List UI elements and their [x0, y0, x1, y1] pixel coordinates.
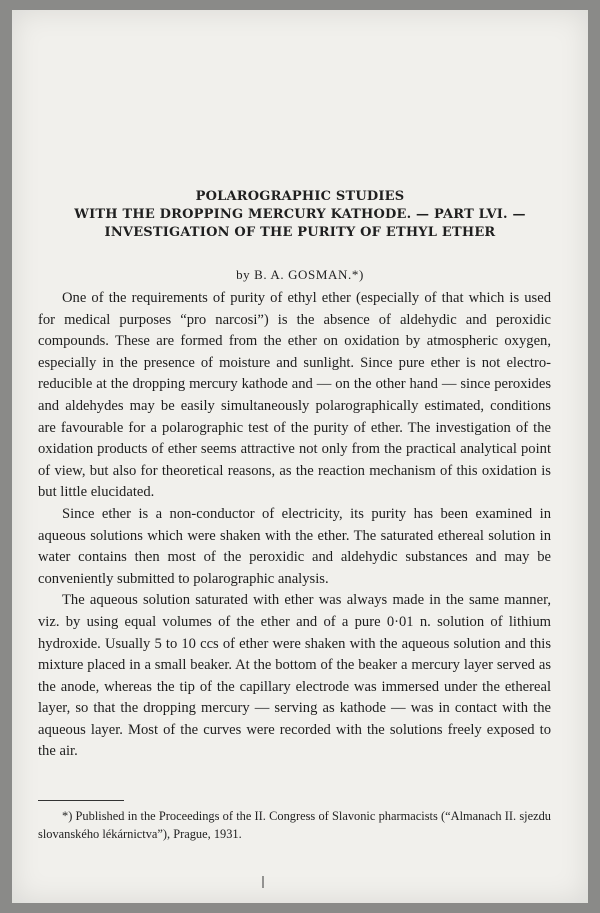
paragraph-2: Since ether is a non-conductor of electricity, its purity has been examined in aqueous solutions which were shaken with the ether. The saturated ethereal solution in water contains then most of the peroxidic and aldehydic substances and may be conveniently submitted to polarographic analysis. [38, 505, 551, 587]
paragraph-3: The aqueous solution saturated with ether was always made in the same manner, viz. by using equal volumes of the ether and of a pure 0·01 n. solution of lithium hydroxide. Usually 5 to 10 ccs of ether were shaken with the aqueous solution and this mixture placed in a small beaker. At the bottom of the beaker a mercury layer served as the anode, whereas the tip of the capillary electrode was immersed under the ethereal layer, so that the dropping mercury — serving as kathode — was in contact with the aqueous layer. Most of the curves were recorded with the solutions freely exposed to the air. [38, 592, 551, 760]
paragraph-1: One of the requirements of purity of ethyl ether (especially of that which is used for medical purposes “pro narcosi”) is the absence of aldehydic and peroxidic compounds. These are formed from the ether on oxidation by atmospheric oxygen, especially in the presence of moisture and sunlight. Since pure ether is not electro-reducible at the dropping mercury kathode and — on the other hand — since peroxides and aldehydes may be easily simultaneously polarographically estimated, conditions are favourable for a polarographic test of the purity of ether. The investigation of the oxidation products of ether seems attractive not only from the practical analytical point of view, but also for theoretical reasons, as the reaction mechanism of this oxidation is but little elucidated. [38, 290, 551, 501]
title-line-3: INVESTIGATION OF THE PURITY OF ETHYL ETHER [104, 225, 496, 240]
title-line-1: POLAROGRAPHIC STUDIES [195, 189, 405, 204]
author-line: by B. A. GOSMAN.*) [236, 267, 364, 282]
paper-title [12, 188, 588, 242]
page-mark [262, 876, 264, 888]
footnote-divider [38, 800, 124, 801]
title-line-2: WITH THE DROPPING MERCURY KATHODE. — PART LVI. — [74, 207, 526, 222]
body-text [38, 288, 551, 763]
footnote: *) Published in the Proceedings of the II. Congress of Slavonic pharmacists (“Almanach II. sjezdu slovanského lékárnictva”), Prague, 1931. [38, 809, 551, 841]
